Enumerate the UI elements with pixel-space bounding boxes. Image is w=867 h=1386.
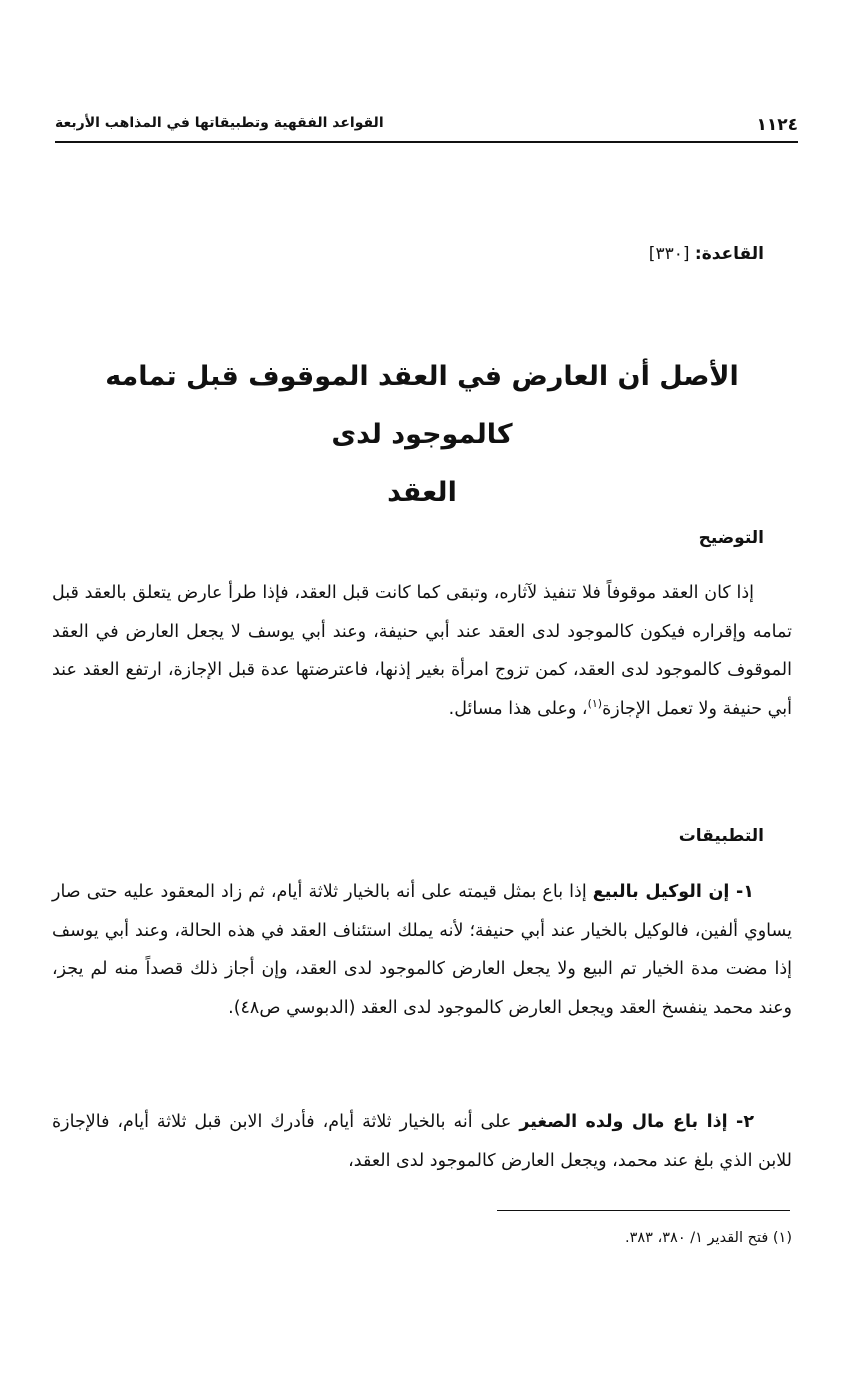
application-text: إذا باع بمثل قيمته على أنه بالخيار ثلاثة أيام، ثم زاد المعقود عليه حتى صار يساوي ألفين، فالوكيل بالخيار عند أبي حنيفة؛ لأنه يملك استئناف العقد في هذه الحالة، وعند أبي يوسف إذا مضت مدة الخيار تم البيع ولا يجعل العارض كالموجود لدى العقد، وإن أجاز ذلك قصداً منه لم يجز، وعند محمد ينفسخ العقد ويجعل العارض كالموجود لدى العقد (الدبوسي ص٤٨). bbox=[52, 882, 792, 1018]
rule-number bbox=[649, 244, 764, 264]
explanation-text: إذا كان العقد موقوفاً فلا تنفيذ لآثاره، وتبقى كما كانت قبل العقد، فإذا طرأ عارض يتعلق بالعقد قبل تمامه وإقراره فيكون كالموجود لدى العقد عند أبي حنيفة، وعند أبي يوسف لا يجعل العارض في العقد الموقوف كالموجود لدى العقد، كمن تزوج امرأة بغير إذنها، فاعترضتها عدة قبل الإجازة، ارتفع العقد عند أبي حنيفة ولا تعمل الإجازة bbox=[52, 583, 792, 719]
running-header bbox=[55, 107, 798, 143]
footnote-marker[interactable]: (١) bbox=[587, 696, 603, 710]
rule-label: القاعدة: bbox=[694, 244, 764, 264]
footnote: (١) فتح القدير ١/ ٣٨٠، ٣٨٣. bbox=[624, 1230, 792, 1246]
application-lead: ٢- إذا باع مال ولده الصغير bbox=[519, 1112, 755, 1132]
book-title: القواعد الفقهية وتطبيقاتها في المذاهب الأربعة bbox=[55, 115, 384, 131]
explanation-heading: التوضيح bbox=[698, 528, 764, 548]
application-item bbox=[52, 873, 792, 1027]
rule-title bbox=[52, 348, 792, 522]
explanation-text-end: ، وعلى هذا مسائل. bbox=[448, 698, 588, 719]
application-text: على أنه بالخيار ثلاثة أيام، فأدرك الابن قبل ثلاثة أيام، فالإجازة للابن الذي بلغ عند محمد، ويجعل العارض كالموجود لدى العقد، bbox=[52, 1112, 792, 1171]
page-number: ١١٢٤ bbox=[756, 115, 798, 135]
rule-number-value: [٣٣٠] bbox=[648, 244, 690, 264]
application-lead: ١- إن الوكيل بالبيع bbox=[592, 882, 754, 902]
footnote-separator bbox=[497, 1210, 790, 1211]
application-item bbox=[52, 1103, 792, 1180]
rule-title-line-1: الأصل أن العارض في العقد الموقوف قبل تمامه كالموجود لدى bbox=[105, 361, 739, 450]
rule-title-line-2: العقد bbox=[387, 477, 457, 508]
explanation-paragraph bbox=[52, 574, 792, 728]
applications-heading: التطبيقات bbox=[678, 826, 764, 846]
